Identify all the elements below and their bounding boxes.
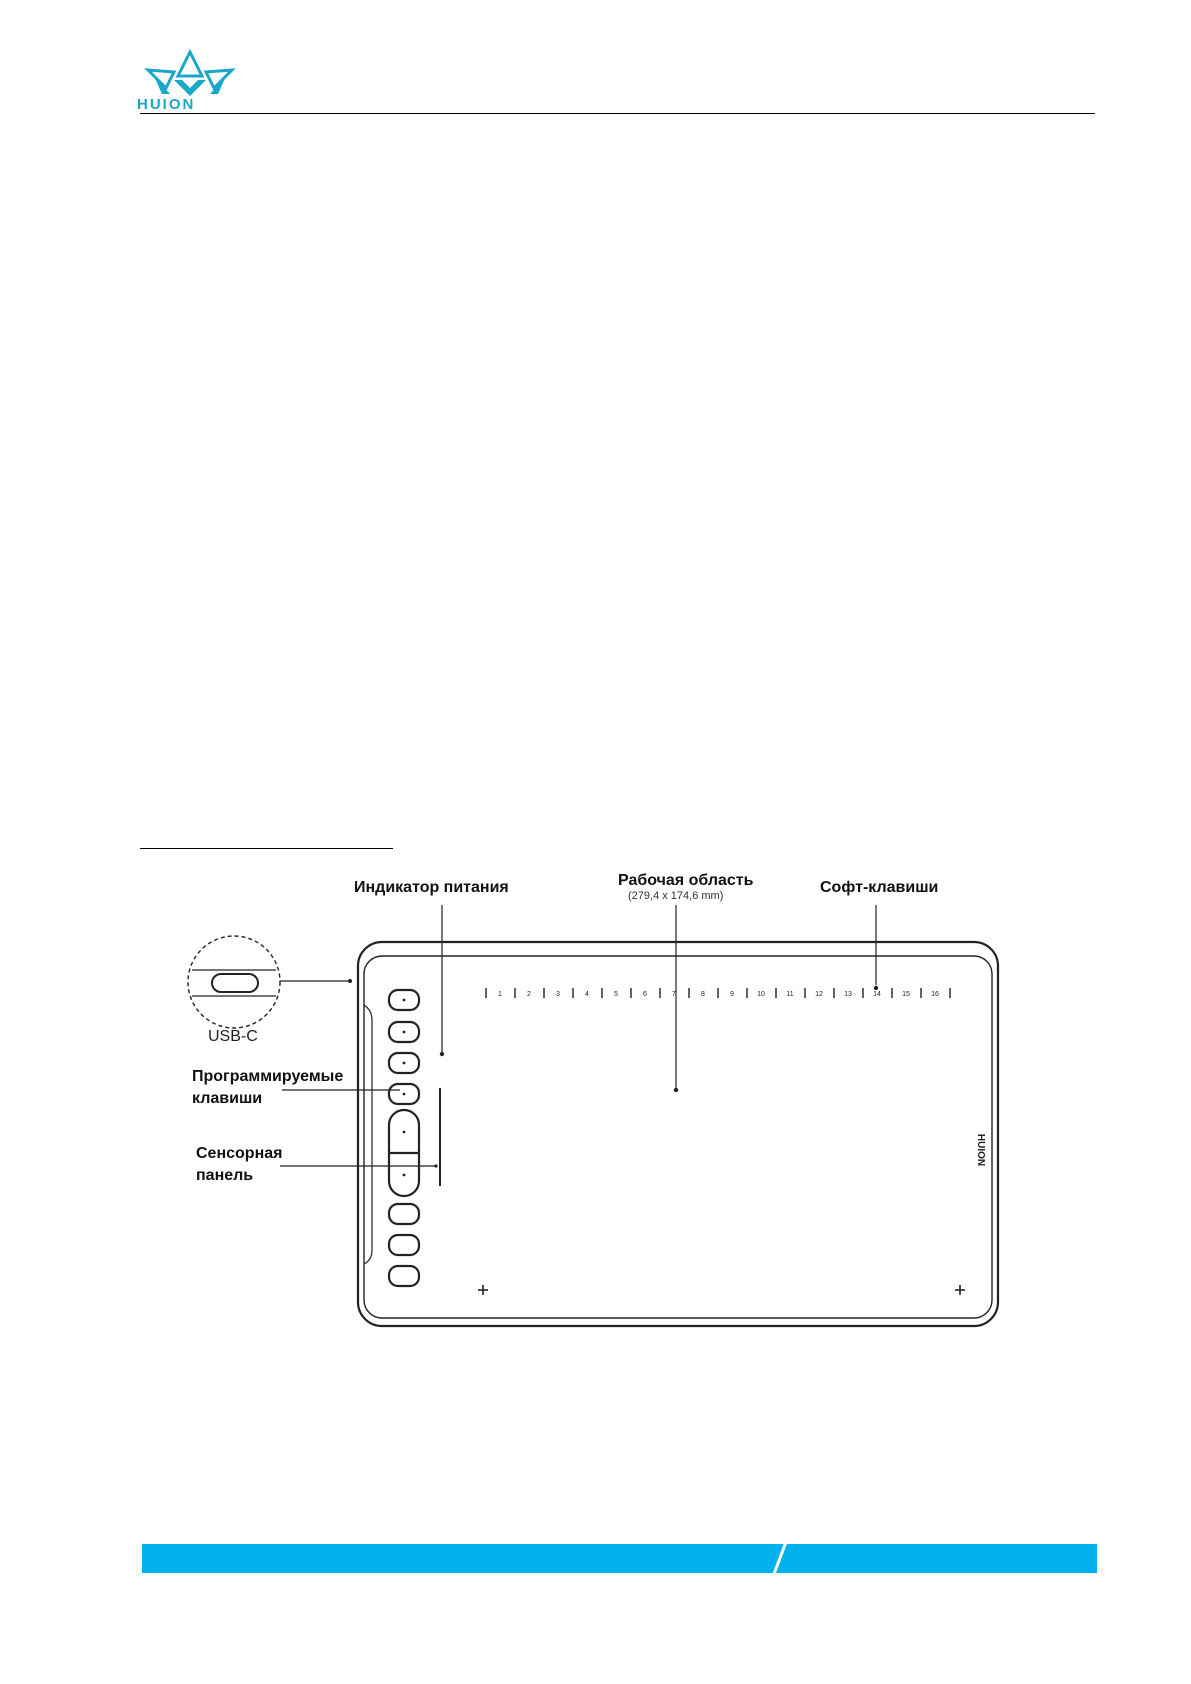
usb-magnifier-circle [188, 936, 280, 1028]
footer-slash-icon [770, 1540, 790, 1576]
svg-text:9: 9 [730, 991, 734, 998]
touch-panel-label-line1: Сенсорная [196, 1145, 283, 1162]
svg-text:1: 1 [498, 991, 502, 998]
footer-bar [142, 1544, 1097, 1573]
svg-text:14: 14 [873, 991, 881, 998]
soft-key-ticks [486, 988, 950, 998]
working-area-size-label: (279,4 x 174,6 mm) [628, 890, 724, 902]
svg-text:16: 16 [931, 991, 939, 998]
usb-c-port-icon [212, 974, 258, 992]
header-divider [140, 113, 1095, 114]
svg-text:12: 12 [815, 991, 823, 998]
tablet-inner-frame [364, 956, 992, 1318]
programmable-keys-label-line1: Программируемые [192, 1068, 344, 1085]
programmable-keys-label-line2: клавиши [192, 1090, 263, 1107]
svg-text:10: 10 [757, 991, 765, 998]
svg-text:15: 15 [902, 991, 910, 998]
section-underline [140, 848, 393, 849]
svg-text:5: 5 [614, 991, 618, 998]
soft-key-numbers [498, 991, 939, 998]
svg-text:4: 4 [585, 991, 589, 998]
svg-text:3: 3 [556, 991, 560, 998]
tablet-brand-mark: HUION [975, 1133, 986, 1167]
usb-c-label: USB-C [208, 1028, 258, 1045]
svg-text:6: 6 [643, 991, 647, 998]
power-led-icon [440, 1052, 444, 1056]
touch-panel-label-line2: панель [196, 1167, 254, 1184]
side-panel-edge [364, 1005, 372, 1264]
svg-text:11: 11 [786, 991, 794, 998]
svg-text:7: 7 [672, 991, 676, 998]
svg-text:8: 8 [701, 991, 705, 998]
power-indicator-label: Индикатор питания [354, 879, 509, 896]
brand-logo-text: HUION [137, 96, 196, 113]
working-area-label: Рабочая область [618, 872, 754, 889]
tablet-outer-frame [358, 942, 998, 1326]
express-keys-group [389, 990, 419, 1286]
svg-text:2: 2 [527, 991, 531, 998]
soft-keys-label: Софт-клавиши [820, 879, 939, 896]
svg-text:13: 13 [844, 991, 852, 998]
corner-markers [478, 1285, 965, 1295]
